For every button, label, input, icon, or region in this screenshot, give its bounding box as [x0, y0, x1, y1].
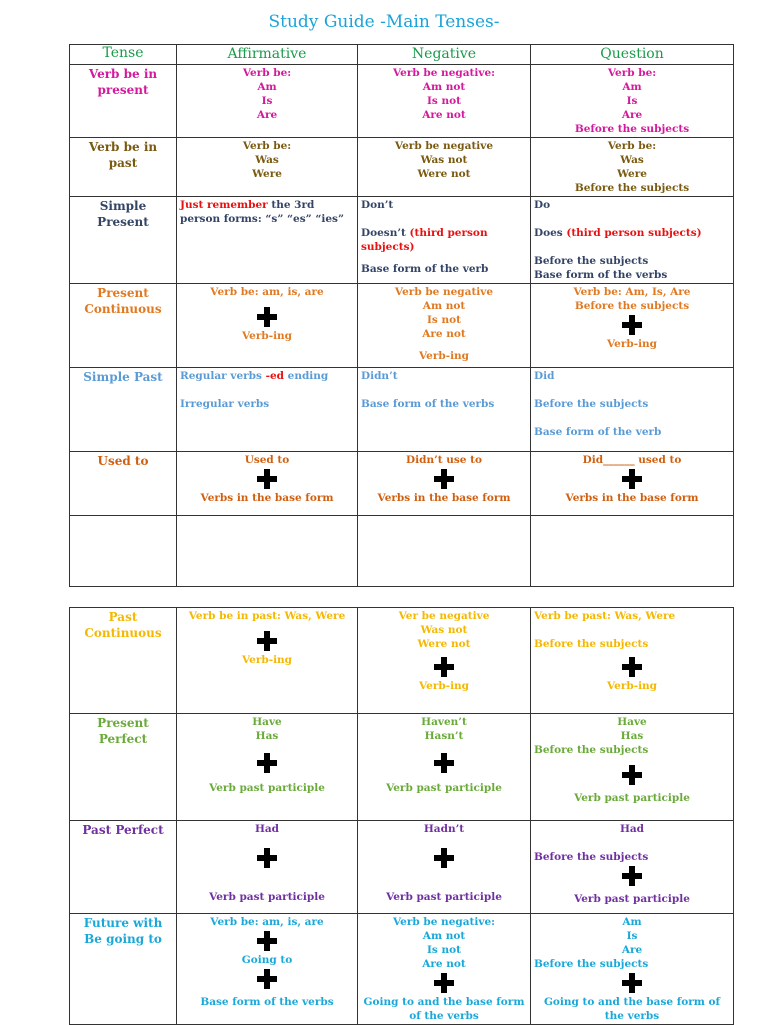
- negative-cell: Verb be negative Was not Were not: [358, 138, 531, 197]
- tense-cell: Simple Past: [70, 368, 177, 452]
- negative-cell: Verb be negative: Am not Is not Are not Going to and the base form of the verbs: [358, 914, 531, 1025]
- plus-icon: [259, 848, 275, 868]
- table-row: [70, 714, 734, 821]
- table-row: [70, 452, 734, 516]
- tense-cell: Verb be in past: [70, 138, 177, 197]
- affirmative-cell: Verb be: am, is, are Verb-ing: [177, 284, 358, 368]
- table-row: [70, 197, 734, 284]
- negative-cell: Didn’t Base form of the verbs: [358, 368, 531, 452]
- affirmative-cell: Verb be in past: Was, Were Verb-ing: [177, 608, 358, 714]
- tense-cell: Present Continuous: [70, 284, 177, 368]
- negative-cell: Ver be negative Was not Were not Verb-ing: [358, 608, 531, 714]
- affirmative-cell: Verb be: Was Were: [177, 138, 358, 197]
- question-cell: Do Does (third person subjects) Before the subjects Base form of the verbs: [531, 197, 734, 284]
- table-row: [70, 284, 734, 368]
- plus-icon: [624, 469, 640, 489]
- tenses-table-1: [69, 44, 734, 587]
- question-cell: Am Is Are Before the subjects Going to and the base form of the verbs: [531, 914, 734, 1025]
- tense-cell: Past Perfect: [70, 821, 177, 914]
- plus-icon: [436, 848, 452, 868]
- question-cell: Had Before the subjects Verb past participle: [531, 821, 734, 914]
- table-row: [70, 65, 734, 138]
- plus-icon: [624, 973, 640, 993]
- tense-cell: Used to: [70, 452, 177, 516]
- plus-icon: [436, 657, 452, 677]
- tense-cell: Future with Be going to: [70, 914, 177, 1025]
- negative-cell: Haven’t Hasn’t Verb past participle: [358, 714, 531, 821]
- plus-icon: [436, 753, 452, 773]
- header-negative: Negative: [358, 45, 531, 65]
- negative-cell: Verb be negative Am not Is not Are not Verb-ing: [358, 284, 531, 368]
- header-affirmative: Affirmative: [177, 45, 358, 65]
- plus-icon: [436, 469, 452, 489]
- negative-cell: Don’t Doesn’t (third person subjects) Base form of the verb: [358, 197, 531, 284]
- question-cell: Did______ used to Verbs in the base form: [531, 452, 734, 516]
- affirmative-cell: Verb be: Am Is Are: [177, 65, 358, 138]
- negative-cell: Hadn’t Verb past participle: [358, 821, 531, 914]
- table-row: [70, 914, 734, 1025]
- plus-icon: [624, 657, 640, 677]
- plus-icon: [259, 969, 275, 989]
- table-row: [70, 608, 734, 714]
- plus-icon: [259, 753, 275, 773]
- affirmative-cell: Verb be: am, is, are Going to Base form of the verbs: [177, 914, 358, 1025]
- affirmative-cell: Had Verb past participle: [177, 821, 358, 914]
- negative-cell: Didn’t use to Verbs in the base form: [358, 452, 531, 516]
- affirmative-cell: Just remember the 3rd person forms: “s” “es” “ies”: [177, 197, 358, 284]
- table-row-empty: [70, 516, 734, 587]
- question-cell: Verb be: Am, Is, Are Before the subjects Verb-ing: [531, 284, 734, 368]
- header-tense: Tense: [70, 45, 177, 65]
- tense-cell: Simple Present: [70, 197, 177, 284]
- plus-icon: [259, 931, 275, 951]
- page-title: Study Guide -Main Tenses-: [268, 12, 500, 32]
- question-cell: Verb be: Am Is Are Before the subjects: [531, 65, 734, 138]
- tenses-table-2: [69, 607, 734, 1025]
- question-cell: Verb be: Was Were Before the subjects: [531, 138, 734, 197]
- affirmative-cell: Used to Verbs in the base form: [177, 452, 358, 516]
- table-row: [70, 138, 734, 197]
- plus-icon: [624, 765, 640, 785]
- table-row: [70, 368, 734, 452]
- affirmative-cell: Regular verbs -ed ending Irregular verbs: [177, 368, 358, 452]
- tense-cell: Verb be in present: [70, 65, 177, 138]
- affirmative-cell: Have Has Verb past participle: [177, 714, 358, 821]
- question-cell: Verb be past: Was, Were Before the subjects Verb-ing: [531, 608, 734, 714]
- plus-icon: [436, 973, 452, 993]
- plus-icon: [259, 469, 275, 489]
- plus-icon: [624, 315, 640, 335]
- tense-cell: Past Continuous: [70, 608, 177, 714]
- tense-cell: Present Perfect: [70, 714, 177, 821]
- plus-icon: [624, 866, 640, 886]
- table-row: [70, 821, 734, 914]
- plus-icon: [259, 307, 275, 327]
- header-question: Question: [531, 45, 734, 65]
- table-header-row: [70, 45, 734, 65]
- negative-cell: Verb be negative: Am not Is not Are not: [358, 65, 531, 138]
- question-cell: Have Has Before the subjects Verb past participle: [531, 714, 734, 821]
- plus-icon: [259, 631, 275, 651]
- question-cell: Did Before the subjects Base form of the verb: [531, 368, 734, 452]
